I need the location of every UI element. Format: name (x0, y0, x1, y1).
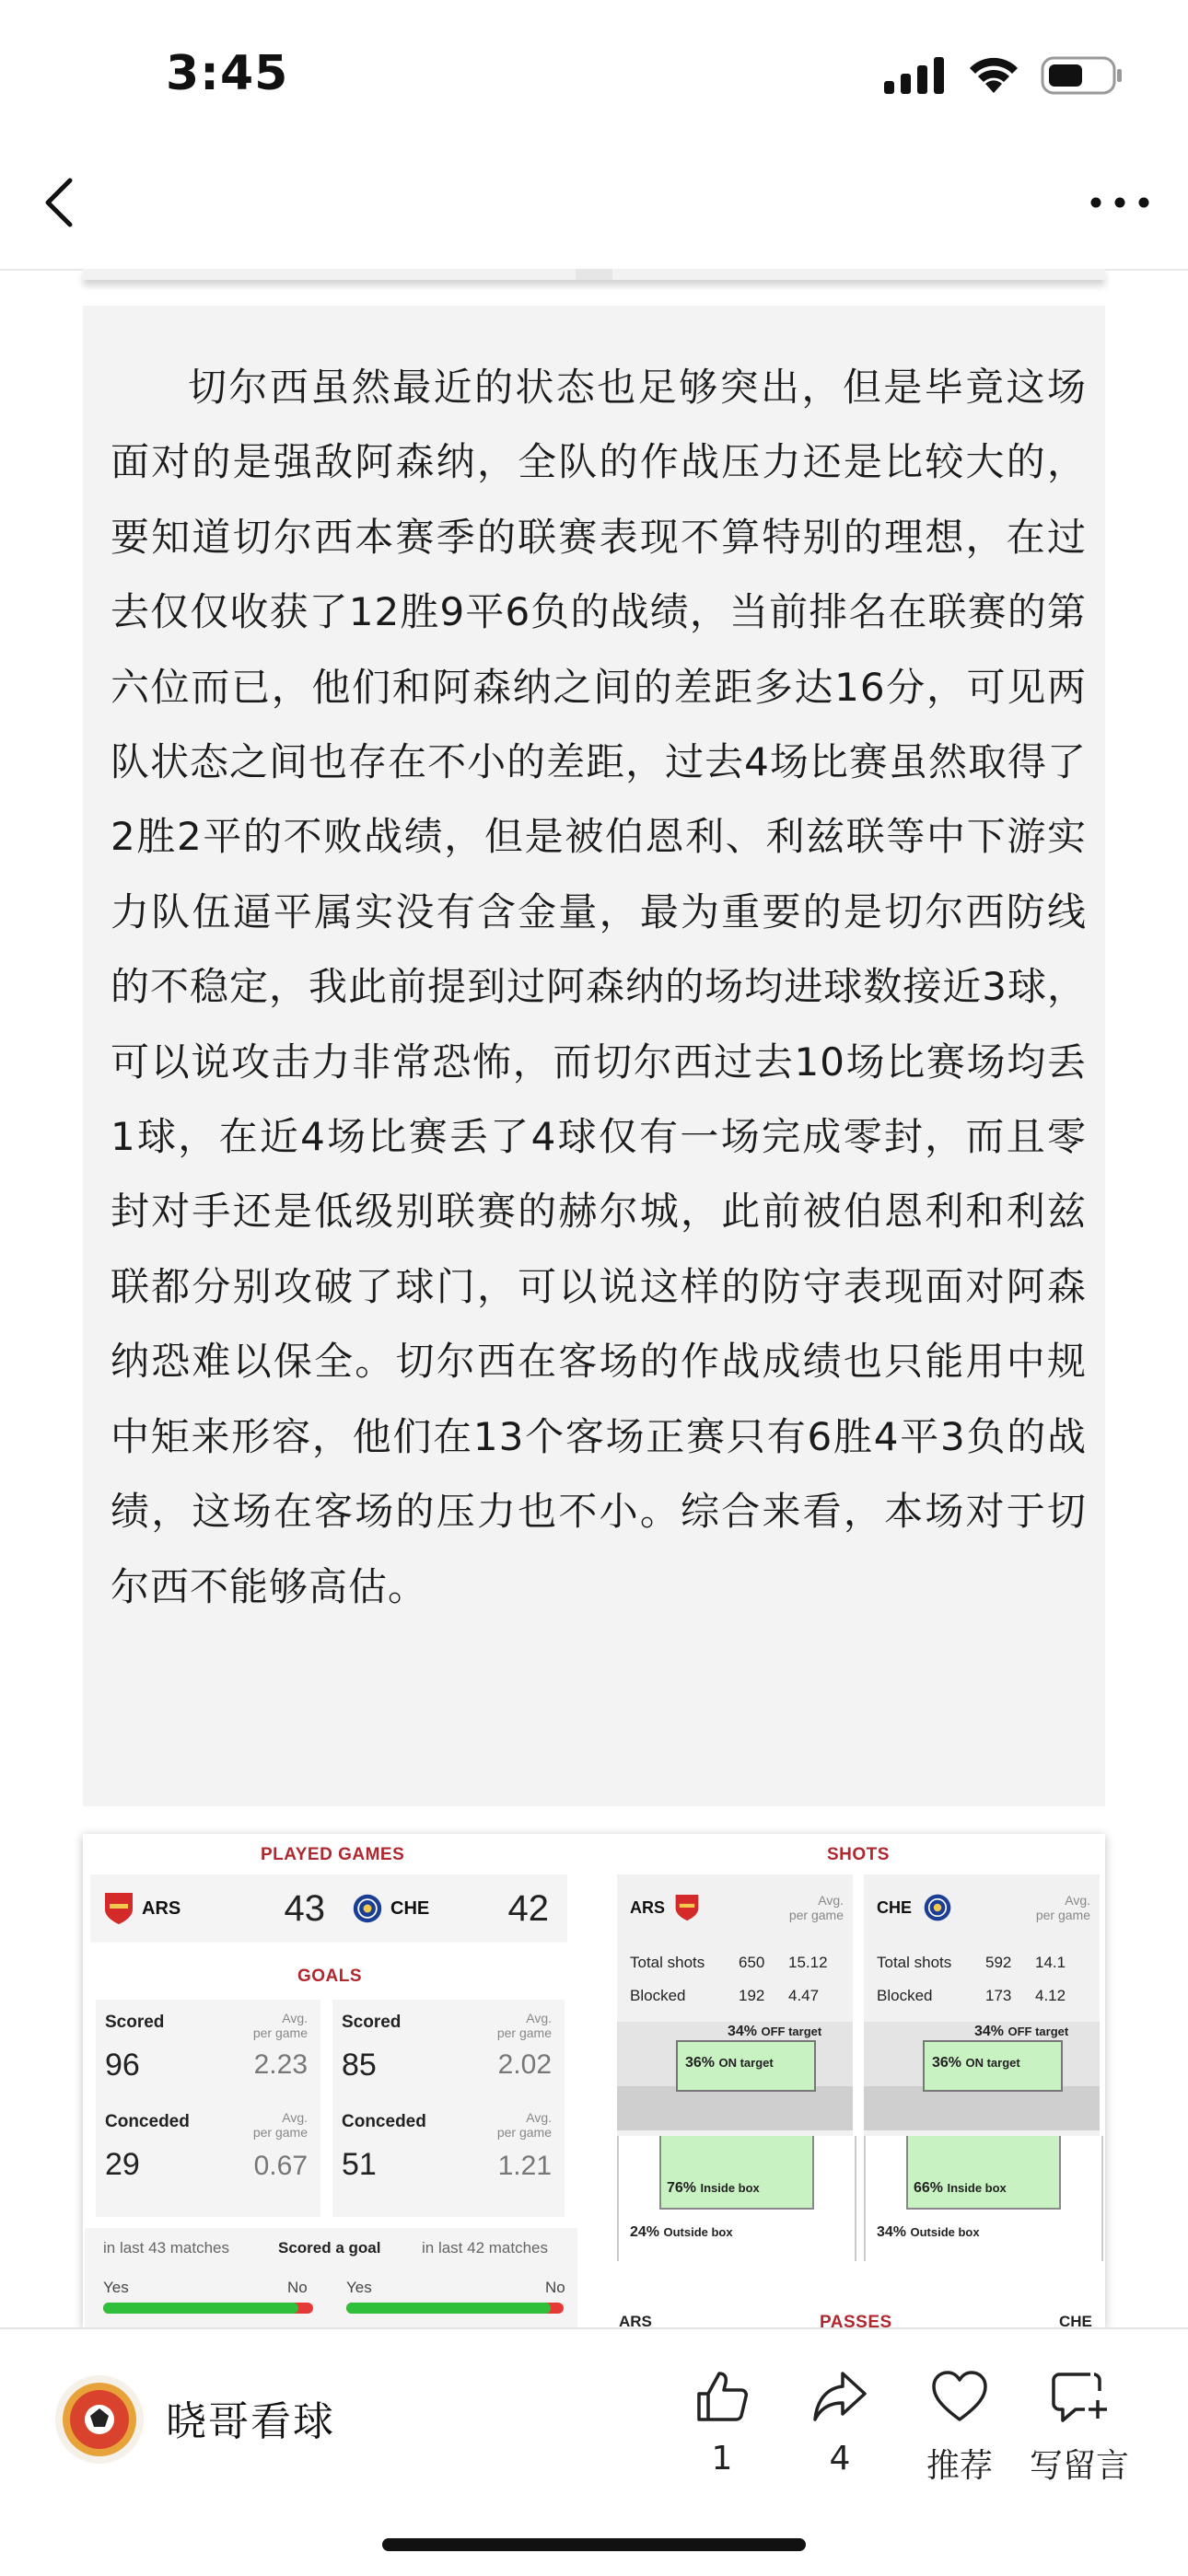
home-played-count: 43 (284, 1887, 325, 1929)
away-shots-avg-label: Avg. per game (1035, 1893, 1090, 1922)
home-indicator[interactable] (382, 2538, 806, 2551)
wifi-icon (967, 56, 1020, 95)
away-total-shots: 592 (985, 1954, 1012, 1971)
account-name[interactable]: 晓哥看球 (166, 2398, 335, 2445)
away-on-target: 36% ON target (932, 2055, 1020, 2071)
thumbs-up-icon (693, 2368, 751, 2425)
chevron-left-icon (35, 175, 90, 230)
share-arrow-icon (811, 2368, 868, 2425)
article-paragraph: 切尔西虽然最近的状态也足够突出，但是毕竟这场面对的是强敌阿森纳，全队的作战压力还是比较大的，要知道切尔西本赛季的联赛表现不算特别的理想，在过去仅仅收获了12胜9平6负的战绩，当前排名在联赛的第六位而已，他们和阿森纳之间的差距多达16分，可见两队状态之间也存在不小的差距，过去4场比赛虽然取得了2胜2平的不败战绩，但是被伯恩利、利兹联等中下游实力队伍逼平属实没有含金量，最为重要的是切尔西防线的不稳定，我此前提到过阿森纳的场均进球数接近3球，可以说攻击力非常恐怖，而切尔西过去10场比赛场均丢1球，在近4场比赛丢了4球仅有一场完成零封，而且零封对手还是低级别联赛的赫尔城，此前被伯恩利和利兹联都分别攻破了球门，可以说这样的防守表现面对阿森纳恐难以保全。切尔西在客场的作战成绩也只能用中规中矩来形容，他们在13个客场正赛只有6胜4平3负的战绩，这场在客场的压力也不小。综合来看，本场对于切尔西不能够高估。 (111, 365, 1087, 1609)
away-scored-label: Scored (342, 2013, 402, 2032)
more-dots-icon (1087, 182, 1153, 223)
scored-a-goal-label: Scored a goal (278, 2239, 381, 2257)
away-total-shots-label: Total shots (877, 1954, 952, 1971)
previous-image-edge (83, 269, 1105, 280)
passes-away-team: CHE (1059, 2313, 1092, 2327)
away-yes-label: Yes (346, 2279, 372, 2296)
share-button[interactable] (785, 2366, 895, 2477)
away-total-shots-avg: 14.1 (1035, 1954, 1066, 1971)
away-outside-box-value: 34% Outside box (877, 2224, 980, 2240)
away-inside-box-value: 66% Inside box (914, 2180, 1007, 2196)
home-total-shots-label: Total shots (630, 1954, 705, 1971)
away-blocked: 173 (985, 1987, 1012, 2004)
match-stats-image[interactable] (83, 1834, 1105, 2327)
away-conceded-avg-label: Avg. per game (496, 2110, 552, 2140)
chelsea-crest-icon (923, 1893, 952, 1922)
account-avatar[interactable] (55, 2375, 144, 2464)
away-conceded-value: 51 (342, 2147, 377, 2182)
write-comment-label: 写留言 (1029, 2447, 1129, 2485)
home-on-target: 36% ON target (685, 2055, 774, 2071)
home-goals-panel (96, 2000, 320, 2217)
home-conceded-label: Conceded (105, 2112, 190, 2131)
home-blocked-avg: 4.47 (788, 1987, 820, 2004)
away-inside-box (906, 2136, 1061, 2210)
home-scored-bar-fill (103, 2303, 298, 2314)
goals-title: GOALS (297, 1967, 363, 1986)
home-scored-label: Scored (105, 2013, 165, 2032)
away-played-count: 42 (507, 1887, 549, 1929)
heart-icon (930, 2370, 989, 2423)
article-quote-box (83, 306, 1105, 1806)
like-count: 1 (711, 2440, 733, 2477)
passes-home-team: ARS (619, 2313, 652, 2327)
away-no-label: No (545, 2279, 565, 2296)
away-conceded-avg: 1.21 (497, 2151, 552, 2181)
nav-bar (0, 138, 1188, 271)
more-options-button[interactable] (1087, 182, 1153, 223)
home-shots-panel (617, 1874, 853, 2261)
away-off-target: 34% OFF target (974, 2024, 1069, 2039)
away-blocked-avg: 4.12 (1035, 1987, 1066, 2004)
home-team-code: ARS (142, 1897, 181, 1919)
home-inside-box (659, 2136, 814, 2210)
home-played-pill (90, 1874, 344, 1943)
battery-icon (1041, 56, 1124, 95)
played-games-title: PLAYED GAMES (261, 1845, 405, 1864)
home-blocked-label: Blocked (630, 1987, 686, 2004)
status-icons (884, 57, 1124, 94)
recommend-button[interactable] (904, 2366, 1015, 2487)
home-conceded-avg: 0.67 (253, 2151, 308, 2181)
home-conceded-value: 29 (105, 2147, 140, 2182)
shots-title: SHOTS (827, 1845, 890, 1864)
share-count: 4 (829, 2440, 851, 2477)
home-blocked: 192 (739, 1987, 765, 2004)
away-conceded-label: Conceded (342, 2112, 426, 2131)
write-comment-button[interactable] (1024, 2366, 1135, 2487)
home-off-target: 34% OFF target (728, 2024, 822, 2039)
away-shots-panel (864, 1874, 1100, 2261)
away-goals-panel (332, 2000, 565, 2217)
status-bar (0, 0, 1188, 138)
away-played-pill (339, 1874, 567, 1943)
recommend-label: 推荐 (926, 2447, 993, 2485)
away-shots-team: CHE (877, 1898, 913, 1917)
passes-title: PASSES (820, 2313, 892, 2327)
home-yes-label: Yes (103, 2279, 129, 2296)
account-logo-icon (55, 2375, 144, 2464)
home-outside-box-value: 24% Outside box (630, 2224, 733, 2240)
cellular-signal-icon (884, 57, 947, 94)
home-shots-team: ARS (630, 1898, 666, 1917)
home-scored-value: 96 (105, 2048, 140, 2083)
home-no-label: No (287, 2279, 308, 2296)
like-button[interactable] (667, 2366, 777, 2477)
home-total-shots-avg: 15.12 (788, 1954, 828, 1971)
away-scored-bar-fill (346, 2303, 551, 2314)
home-total-shots: 650 (739, 1954, 765, 1971)
home-shots-avg-label: Avg. per game (788, 1893, 844, 1922)
home-scored-avg-label: Avg. per game (252, 2011, 308, 2040)
away-scored-avg-label: Avg. per game (496, 2011, 552, 2040)
away-last-matches: in last 42 matches (422, 2239, 549, 2257)
home-inside-box-value: 76% Inside box (667, 2180, 760, 2196)
comment-add-icon (1050, 2369, 1109, 2424)
arsenal-crest-icon (103, 1891, 134, 1926)
away-blocked-label: Blocked (877, 1987, 933, 2004)
away-team-code: CHE (390, 1897, 430, 1919)
arsenal-crest-icon (674, 1893, 700, 1922)
home-conceded-avg-label: Avg. per game (252, 2110, 308, 2140)
home-last-matches: in last 43 matches (103, 2239, 230, 2257)
away-scored-avg: 2.02 (497, 2049, 552, 2080)
chelsea-crest-icon (352, 1891, 383, 1926)
status-time: 3:45 (166, 46, 289, 101)
home-scored-avg: 2.23 (253, 2049, 308, 2080)
back-button[interactable] (35, 175, 90, 230)
away-scored-value: 85 (342, 2048, 377, 2083)
